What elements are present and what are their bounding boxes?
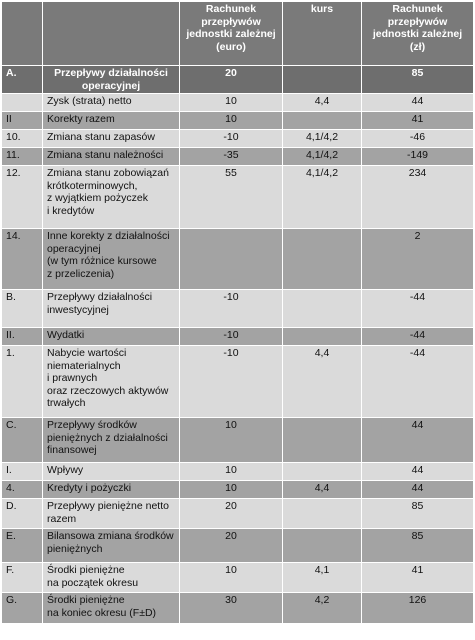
- table-body: [2, 66, 474, 624]
- row-value-eur: 20: [180, 66, 283, 94]
- row-value-eur: 30: [180, 593, 283, 624]
- row-value-pln: 85: [362, 66, 474, 94]
- table-row: [2, 418, 474, 463]
- row-value-eur: 10: [180, 463, 283, 481]
- table-row: [2, 66, 474, 94]
- row-value-pln: 2: [362, 229, 474, 290]
- table-row: [2, 463, 474, 481]
- table-row: [2, 481, 474, 499]
- table-row: [2, 563, 474, 593]
- table-row: [2, 346, 474, 418]
- row-code: 10.: [2, 130, 43, 148]
- row-rate: [283, 290, 362, 328]
- header-code: [2, 2, 43, 66]
- row-rate: 4,2: [283, 593, 362, 624]
- row-code: 12.: [2, 166, 43, 229]
- row-rate: [283, 499, 362, 529]
- row-code: B.: [2, 290, 43, 328]
- row-value-eur: 10: [180, 112, 283, 130]
- header-pln: Rachunek przepływów jednostki zależnej (zł): [362, 2, 474, 66]
- row-rate: 4,4: [283, 481, 362, 499]
- row-value-eur: 10: [180, 481, 283, 499]
- row-rate: [283, 529, 362, 563]
- row-code: I.: [2, 463, 43, 481]
- table-row: [2, 166, 474, 229]
- table-row: [2, 130, 474, 148]
- cash-flow-table: [1, 1, 474, 624]
- row-value-pln: -44: [362, 328, 474, 346]
- row-code: 1.: [2, 346, 43, 418]
- header-kurs: kurs: [283, 2, 362, 66]
- row-name: Przepływy środków pieniężnych z działalności finansowej: [43, 418, 180, 463]
- row-name: Przepływy działalności operacyjnej: [43, 66, 180, 94]
- row-name: Przepływy działalności inwestycyjnej: [43, 290, 180, 328]
- header-eur: Rachunek przepływów jednostki zależnej (euro): [180, 2, 283, 66]
- row-name: Środki pieniężne na początek okresu: [43, 563, 180, 593]
- row-name: Środki pieniężne na koniec okresu (F±D): [43, 593, 180, 624]
- row-name: Kredyty i pożyczki: [43, 481, 180, 499]
- row-name: Wydatki: [43, 328, 180, 346]
- row-rate: [283, 112, 362, 130]
- table-row: [2, 593, 474, 624]
- row-name: Nabycie wartości niematerialnych i prawnych oraz rzeczowych aktywów trwałych: [43, 346, 180, 418]
- row-rate: 4,4: [283, 94, 362, 112]
- row-value-eur: -35: [180, 148, 283, 166]
- table-row: [2, 148, 474, 166]
- row-name: Bilansowa zmiana środków pieniężnych: [43, 529, 180, 563]
- row-name: Zmiana stanu zapasów: [43, 130, 180, 148]
- row-value-pln: 44: [362, 418, 474, 463]
- row-value-eur: 55: [180, 166, 283, 229]
- row-value-pln: 44: [362, 481, 474, 499]
- table-row: [2, 290, 474, 328]
- row-code: D.: [2, 499, 43, 529]
- row-value-pln: -149: [362, 148, 474, 166]
- row-value-pln: 85: [362, 529, 474, 563]
- row-value-pln: 44: [362, 94, 474, 112]
- row-code: 4.: [2, 481, 43, 499]
- row-value-eur: 20: [180, 529, 283, 563]
- row-rate: [283, 66, 362, 94]
- table-row: [2, 94, 474, 112]
- row-value-pln: 234: [362, 166, 474, 229]
- row-name: Zmiana stanu należności: [43, 148, 180, 166]
- row-rate: 4,4: [283, 346, 362, 418]
- row-name: Inne korekty z działalności operacyjnej (w tym różnice kursowe z przeliczenia): [43, 229, 180, 290]
- header-row: [2, 2, 474, 66]
- row-value-eur: 20: [180, 499, 283, 529]
- row-value-pln: -44: [362, 346, 474, 418]
- row-value-eur: -10: [180, 130, 283, 148]
- row-value-pln: 126: [362, 593, 474, 624]
- row-code: E.: [2, 529, 43, 563]
- row-code: 14.: [2, 229, 43, 290]
- row-name: Korekty razem: [43, 112, 180, 130]
- row-code: A.: [2, 66, 43, 94]
- row-name: Zysk (strata) netto: [43, 94, 180, 112]
- row-rate: 4,1/4,2: [283, 166, 362, 229]
- row-rate: 4,1/4,2: [283, 130, 362, 148]
- row-value-pln: 85: [362, 499, 474, 529]
- row-name: Przepływy pieniężne netto razem: [43, 499, 180, 529]
- row-code: F.: [2, 563, 43, 593]
- row-value-pln: -44: [362, 290, 474, 328]
- row-rate: 4,1: [283, 563, 362, 593]
- row-rate: [283, 418, 362, 463]
- row-value-pln: 41: [362, 563, 474, 593]
- table-row: [2, 229, 474, 290]
- row-value-eur: -10: [180, 290, 283, 328]
- row-code: 11.: [2, 148, 43, 166]
- row-rate: 4,1/4,2: [283, 148, 362, 166]
- row-name: Zmiana stanu zobowiązań krótkoterminowych, z wyjątkiem pożyczek i kredytów: [43, 166, 180, 229]
- row-code: G.: [2, 593, 43, 624]
- row-value-eur: -10: [180, 328, 283, 346]
- table-row: [2, 112, 474, 130]
- row-code: II: [2, 112, 43, 130]
- row-rate: [283, 328, 362, 346]
- row-value-pln: 44: [362, 463, 474, 481]
- row-value-eur: 10: [180, 563, 283, 593]
- row-value-eur: [180, 229, 283, 290]
- row-value-eur: -10: [180, 346, 283, 418]
- table-row: [2, 328, 474, 346]
- row-code: II.: [2, 328, 43, 346]
- table-row: [2, 529, 474, 563]
- row-value-pln: 41: [362, 112, 474, 130]
- row-value-pln: -46: [362, 130, 474, 148]
- row-value-eur: 10: [180, 94, 283, 112]
- row-code: [2, 94, 43, 112]
- row-name: Wpływy: [43, 463, 180, 481]
- row-rate: [283, 229, 362, 290]
- table-row: [2, 499, 474, 529]
- row-rate: [283, 463, 362, 481]
- header-name: [43, 2, 180, 66]
- row-value-eur: 10: [180, 418, 283, 463]
- row-code: C.: [2, 418, 43, 463]
